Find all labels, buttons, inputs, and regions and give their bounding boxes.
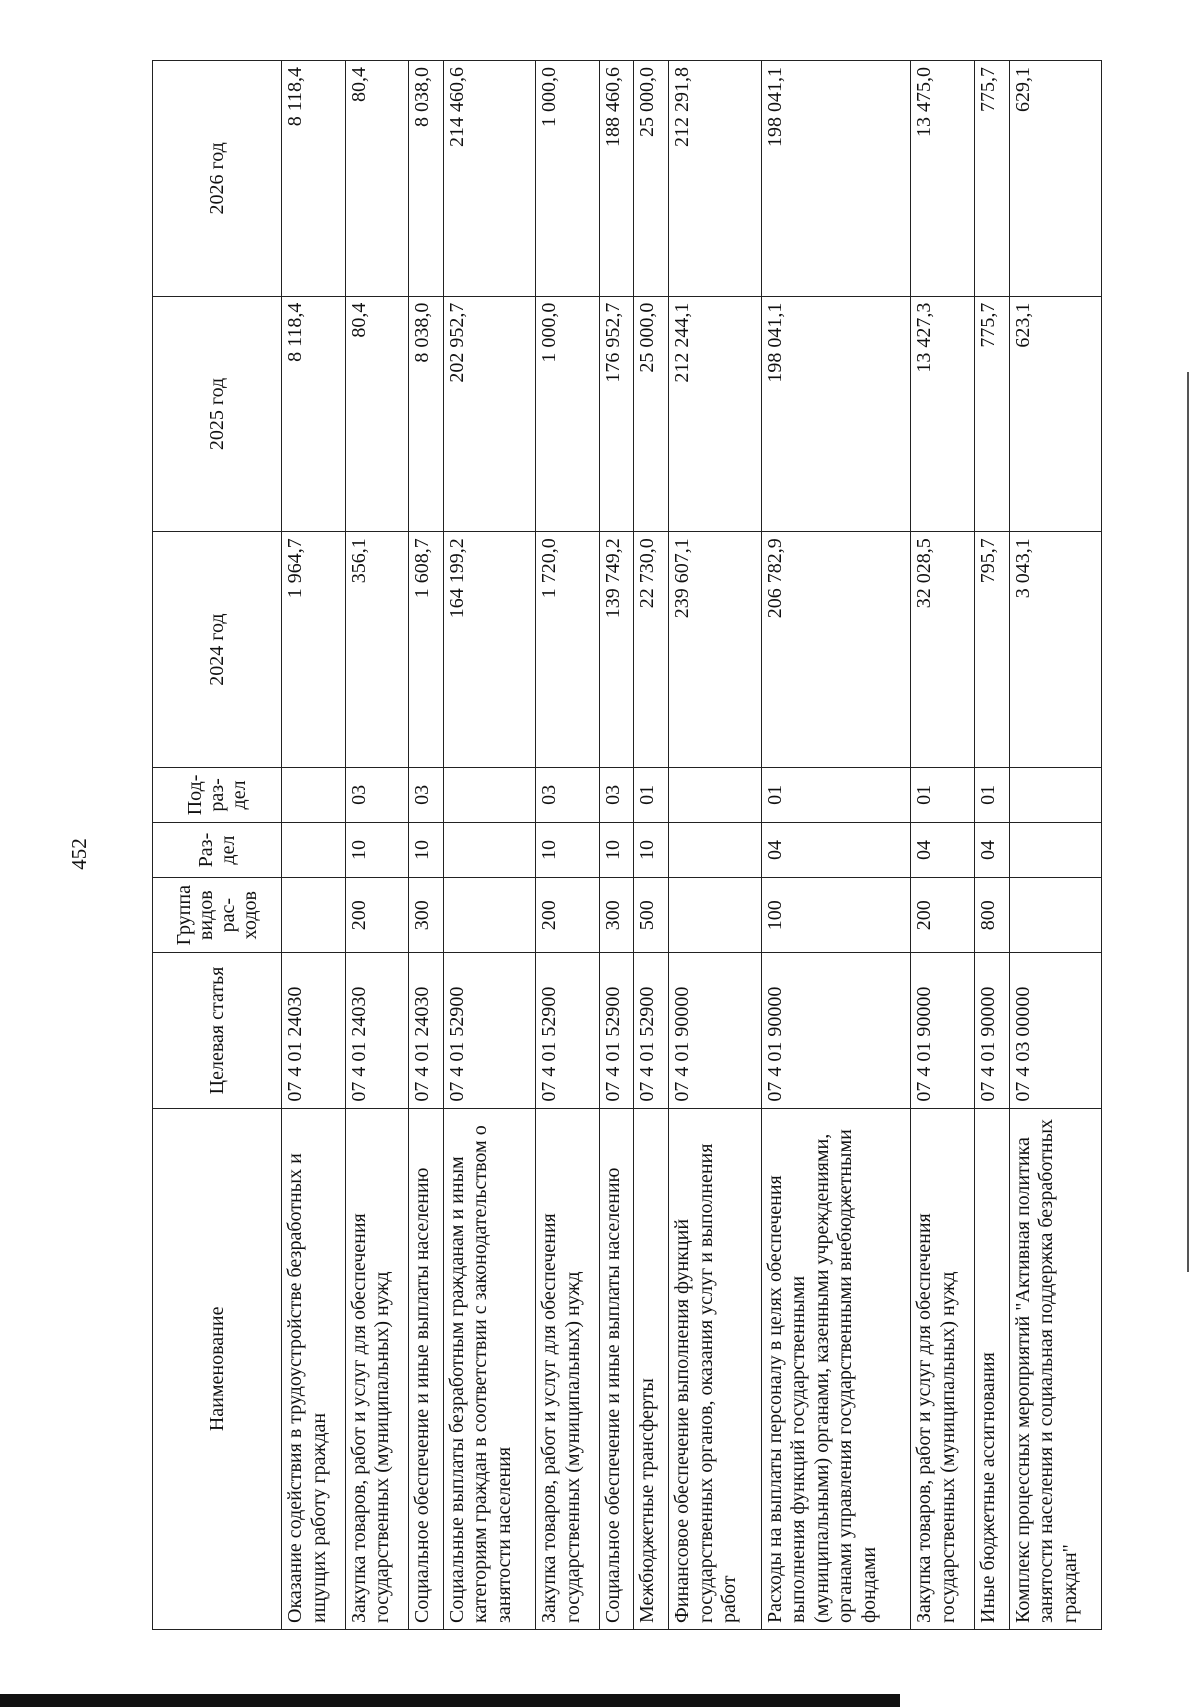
row-2024: 32 028,5 [911,532,975,768]
row-subsection: 01 [761,767,911,822]
row-2025: 8 038,0 [409,296,444,532]
row-group [282,878,346,953]
row-subsection [1009,767,1101,822]
row-subsection [669,767,761,822]
header-2024: 2024 год [153,532,282,768]
row-2026: 1 000,0 [536,61,600,297]
row-code: 07 4 01 52900 [443,953,535,1108]
row-section: 10 [345,822,409,877]
row-2024: 1 964,7 [282,532,346,768]
row-name: Расходы на выплаты персоналу в целях обеспечения выполнения функций государственными (муниципальными) органами, казенными учреждениями, органами управления государственными внебюджетными фондами [761,1108,911,1629]
table-row [409,61,444,1630]
row-section [669,822,761,877]
row-code: 07 4 01 90000 [974,953,1009,1108]
header-expense-group: Группа видов рас-ходов [153,878,282,953]
row-subsection: 03 [536,767,600,822]
row-group: 500 [634,878,669,953]
row-2024: 139 749,2 [599,532,634,768]
row-subsection: 03 [345,767,409,822]
header-2025: 2025 год [153,296,282,532]
row-name: Социальные выплаты безработным гражданам и иным категориям граждан в соответствии с законодательством о занятости населения [443,1108,535,1629]
table-row [599,61,634,1630]
row-subsection: 03 [599,767,634,822]
row-subsection [282,767,346,822]
header-section: Раз-дел [153,822,282,877]
row-2026: 214 460,6 [443,61,535,297]
row-2025: 80,4 [345,296,409,532]
row-2025: 212 244,1 [669,296,761,532]
row-group [443,878,535,953]
header-name: Наименование [153,1108,282,1629]
row-section [1009,822,1101,877]
scan-edge-line [1187,372,1189,1272]
table-row [1009,61,1101,1630]
row-group: 200 [536,878,600,953]
row-2026: 775,7 [974,61,1009,297]
row-2025: 202 952,7 [443,296,535,532]
row-2024: 239 607,1 [669,532,761,768]
row-2026: 13 475,0 [911,61,975,297]
row-name: Финансовое обеспечение выполнения функций государственных органов, оказания услуг и выполнения работ [669,1108,761,1629]
page-number: 452 [67,838,91,870]
row-2024: 1 608,7 [409,532,444,768]
row-group [1009,878,1101,953]
row-2025: 1 000,0 [536,296,600,532]
row-2024: 795,7 [974,532,1009,768]
row-section: 10 [409,822,444,877]
row-code: 07 4 01 52900 [536,953,600,1108]
row-2024: 1 720,0 [536,532,600,768]
row-2026: 188 460,6 [599,61,634,297]
row-code: 07 4 01 52900 [634,953,669,1108]
row-2024: 356,1 [345,532,409,768]
table-row [345,61,409,1630]
row-2025: 198 041,1 [761,296,911,532]
row-name: Закупка товаров, работ и услуг для обеспечения государственных (муниципальных) нужд [911,1108,975,1629]
row-group [669,878,761,953]
row-group: 200 [345,878,409,953]
header-2026: 2026 год [153,61,282,297]
row-2024: 22 730,0 [634,532,669,768]
row-2024: 3 043,1 [1009,532,1101,768]
table-header-row [153,61,282,1630]
row-group: 300 [599,878,634,953]
header-target-article: Целевая статья [153,953,282,1108]
row-2025: 13 427,3 [911,296,975,532]
row-section: 10 [599,822,634,877]
header-subsection: Под-раз-дел [153,767,282,822]
table-row [911,61,975,1630]
table-row [634,61,669,1630]
row-group: 300 [409,878,444,953]
row-group: 100 [761,878,911,953]
row-subsection: 01 [911,767,975,822]
row-2026: 25 000,0 [634,61,669,297]
row-2025: 623,1 [1009,296,1101,532]
row-section: 04 [761,822,911,877]
row-section: 04 [911,822,975,877]
row-subsection: 03 [409,767,444,822]
table-row [536,61,600,1630]
row-2025: 176 952,7 [599,296,634,532]
row-2026: 8 118,4 [282,61,346,297]
row-group: 200 [911,878,975,953]
table-row [282,61,346,1630]
budget-table [152,60,1102,1630]
row-subsection: 01 [634,767,669,822]
row-code: 07 4 01 24030 [345,953,409,1108]
row-2026: 80,4 [345,61,409,297]
row-2026: 198 041,1 [761,61,911,297]
row-code: 07 4 03 00000 [1009,953,1101,1108]
table-row [974,61,1009,1630]
row-2026: 629,1 [1009,61,1101,297]
row-group: 800 [974,878,1009,953]
row-name: Социальное обеспечение и иные выплаты населению [599,1108,634,1629]
row-subsection [443,767,535,822]
row-2024: 206 782,9 [761,532,911,768]
table-row [761,61,911,1630]
row-code: 07 4 01 90000 [669,953,761,1108]
row-name: Межбюджетные трансферты [634,1108,669,1629]
table-row [443,61,535,1630]
row-name: Социальное обеспечение и иные выплаты населению [409,1108,444,1629]
row-section [282,822,346,877]
row-name: Закупка товаров, работ и услуг для обеспечения государственных (муниципальных) нужд [345,1108,409,1629]
row-code: 07 4 01 90000 [761,953,911,1108]
row-2026: 212 291,8 [669,61,761,297]
scan-border-bar [0,1694,900,1707]
row-2025: 25 000,0 [634,296,669,532]
row-name: Иные бюджетные ассигнования [974,1108,1009,1629]
row-section: 10 [634,822,669,877]
row-name: Оказание содействия в трудоустройстве безработных и ищущих работу граждан [282,1108,346,1629]
row-section [443,822,535,877]
row-section: 10 [536,822,600,877]
row-subsection: 01 [974,767,1009,822]
row-name: Закупка товаров, работ и услуг для обеспечения государственных (муниципальных) нужд [536,1108,600,1629]
row-code: 07 4 01 24030 [409,953,444,1108]
row-2024: 164 199,2 [443,532,535,768]
row-2025: 775,7 [974,296,1009,532]
row-section: 04 [974,822,1009,877]
row-name: Комплекс процессных мероприятий "Активная политика занятости населения и социальная поддержка безработных граждан" [1009,1108,1101,1629]
row-2026: 8 038,0 [409,61,444,297]
row-code: 07 4 01 24030 [282,953,346,1108]
table-row [669,61,761,1630]
budget-table-frame [152,60,1102,1630]
row-code: 07 4 01 90000 [911,953,975,1108]
row-code: 07 4 01 52900 [599,953,634,1108]
row-2025: 8 118,4 [282,296,346,532]
